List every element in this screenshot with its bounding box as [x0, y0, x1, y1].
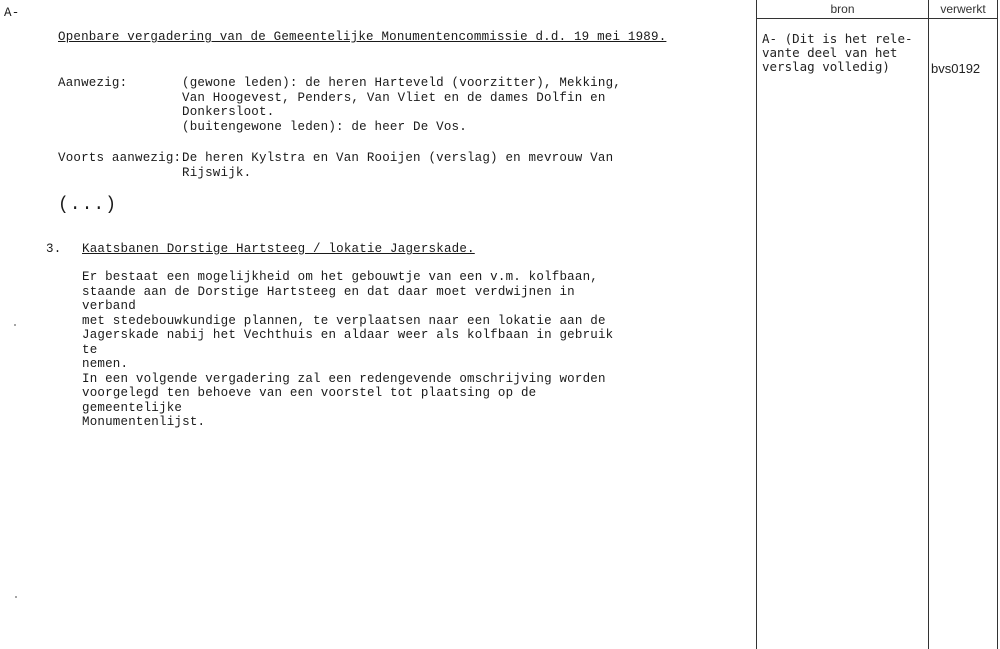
- aanwezig-label: Aanwezig:: [58, 76, 128, 90]
- margin-divider-right: [997, 0, 998, 649]
- voorts-aanwezig-label: Voorts aanwezig:: [58, 151, 182, 165]
- verwerkt-code: bvs0192: [931, 61, 981, 76]
- scan-speck: [15, 596, 17, 598]
- omission-marker: (...): [58, 195, 118, 215]
- corner-mark: A-: [4, 6, 20, 20]
- margin-divider-middle: [928, 0, 929, 649]
- agenda-item-number: 3.: [46, 242, 62, 256]
- verwerkt-column-header: verwerkt: [940, 2, 986, 16]
- bron-note: A- (Dit is het rele- vante deel van het verslag volledig): [762, 31, 913, 74]
- scan-speck: [14, 324, 16, 326]
- margin-header-rule: [756, 18, 998, 19]
- bron-column-header: bron: [830, 2, 855, 16]
- agenda-item-body: Er bestaat een mogelijkheid om het gebouwtje van een v.m. kolfbaan, staande aan de Dorstige Hartsteeg en dat daar moet verdwijnen in verband met stedebouwkundige plannen, te verplaatsen naar een lokatie aan de Jagerskade nabij het Vechthuis en aldaar weer als kolfbaan in gebruik te nemen. In een volgende vergadering zal een redengevende omschrijving worden voorgelegd ten behoeve van een voorstel tot plaatsing op de gemeentelijke Monumentenlijst.: [82, 270, 614, 429]
- aanwezig-text: (gewone leden): de heren Harteveld (voorzitter), Mekking, Van Hoogevest, Penders, Van Vliet en de dames Dolfin en Donkersloot. (buitengewone leden): de heer De Vos.: [182, 76, 621, 134]
- margin-divider-left: [756, 0, 757, 649]
- document-title: Openbare vergadering van de Gemeentelijke Monumentencommissie d.d. 19 mei 1989.: [58, 30, 667, 44]
- agenda-item-title: Kaatsbanen Dorstige Hartsteeg / lokatie Jagerskade.: [82, 242, 475, 256]
- voorts-aanwezig-text: De heren Kylstra en Van Rooijen (verslag) en mevrouw Van Rijswijk.: [182, 151, 614, 180]
